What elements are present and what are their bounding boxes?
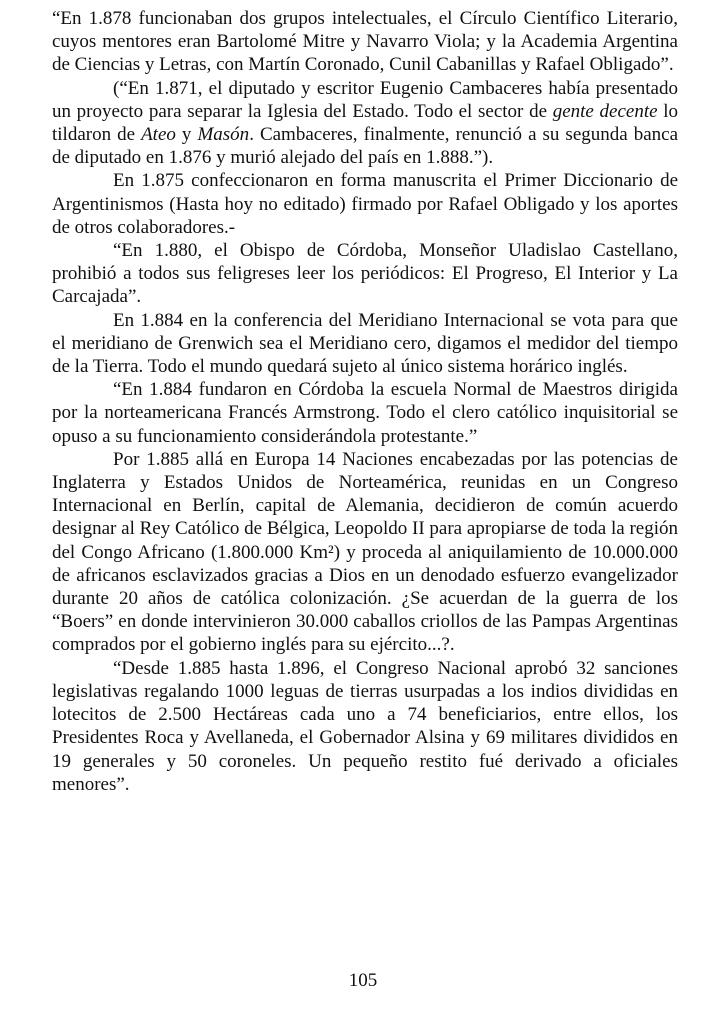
italic-phrase: Masón [197, 124, 250, 146]
paragraph-text: y [175, 124, 198, 146]
paragraph-6 [52, 378, 678, 448]
paragraph-text: En 1.884 en la conferencia del Meridiano Internacional se vota para que el meridiano de Grenwich sea el Meridiano cero, digamos el medidor del tiempo de la Tierra. Todo el mundo quedará sujeto al único sistema horárico inglés. [52, 309, 678, 378]
paragraph-text: En 1.875 confeccionaron en forma manuscrita el Primer Diccionario de Argentinismos (Hasta hoy no editado) firmado por Rafael Obligado y los aportes de otros colaboradores.- [52, 170, 678, 238]
page-body [52, 7, 678, 796]
italic-phrase: Ateo [141, 124, 176, 146]
paragraph-3 [52, 169, 678, 239]
paragraph-text: “En 1.880, el Obispo de Córdoba, Monseñor Uladislao Castellano, prohibió a todos sus feligreses leer los periódicos: El Progreso, El Interior y La Carcajada”. [52, 240, 678, 308]
italic-phrase: gente decente [552, 100, 658, 122]
paragraph-8 [52, 657, 678, 796]
paragraph-7 [52, 448, 678, 657]
paragraph-text: . Cambaceres, finalmente, renunció a su segunda banca de diputado en 1.876 y murió alejado del país en 1.888.”). [52, 124, 679, 169]
paragraph-text: (“En 1.871, el diputado y escritor Eugenio Cambaceres había presentado un proyecto para separar la Iglesia del Estado. Todo el sector de [52, 77, 678, 122]
paragraph-text: “Desde 1.885 hasta 1.896, el Congreso Nacional aprobó 32 sanciones legislativas regalando 1000 leguas de tierras usurpadas a los indios divididas en lotecitos de 2.500 Hectáreas cada uno a 74 beneficiarios, entre ellos, los Presidentes Roca y Avellaneda, el Gobernador Alsina y 69 militares divididos en 19 generales y 50 coroneles. Un pequeño restito fué derivado a oficiales menores”. [52, 657, 678, 795]
page-number: 105 [348, 970, 378, 991]
paragraph-text: lo tildaron de [52, 100, 679, 146]
paragraph-text: Por 1.885 allá en Europa 14 Naciones encabezadas por las potencias de Inglaterra y Estados Unidos de Norteamérica, reunidas en un Congreso Internacional en Berlín, capital de Alemania, decidieron de común acuerdo designar al Rey Católico de Bélgica, Leopoldo II para apropiarse de toda la región del Congo Africano (1.800.000 Km²) y proceda al aniquilamiento de 10.000.000 de africanos esclavizados gracias a Dios en un denodado esfuerzo evangelizador durante 20 años de católica colonización. ¿Se acuerdan de la guerra de los “Boers” en donde intervinieron 30.000 caballos criollos de las Pampas Argentinas comprados por el gobierno inglés para su ejército...?. [52, 448, 678, 656]
paragraph-text: “En 1.884 fundaron en Córdoba la escuela Normal de Maestros dirigida por la norteamericana Francés Armstrong. Todo el clero católico inquisitorial se opuso a su funcionamiento considerándola protestante.” [52, 379, 678, 447]
paragraph-1 [52, 7, 678, 77]
paragraph-4 [52, 239, 678, 309]
paragraph-5 [52, 309, 678, 379]
paragraph-text: “En 1.878 funcionaban dos grupos intelectuales, el Círculo Científico Literario, cuyos mentores eran Bartolomé Mitre y Navarro Viola; y la Academia Argentina de Ciencias y Letras, con Martín Coronado, Cunil Cabanillas y Rafael Obligado”. [52, 8, 678, 76]
paragraph-2 [52, 77, 678, 170]
